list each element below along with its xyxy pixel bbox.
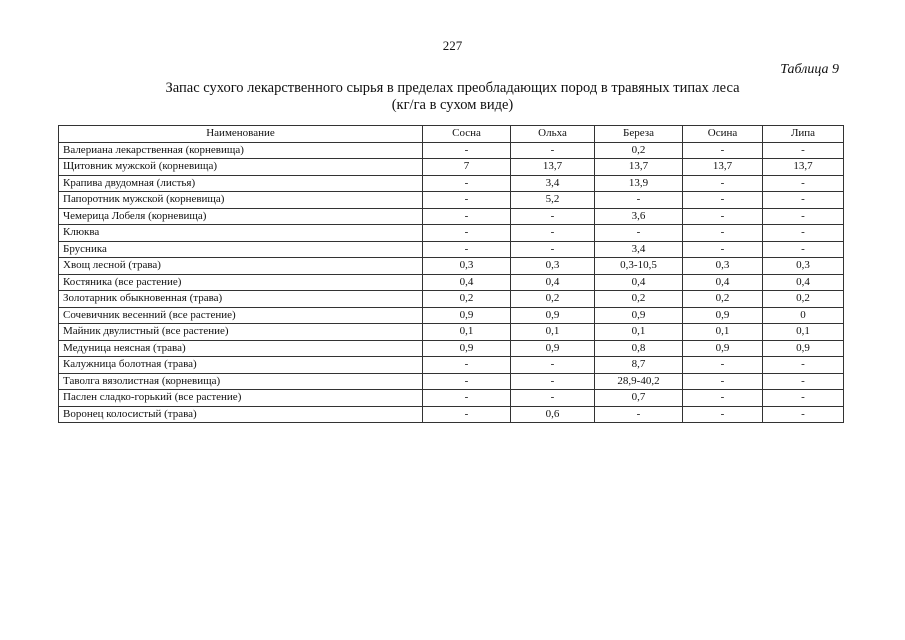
value-olkha-cell: -	[511, 357, 595, 374]
value-sosna-cell: 7	[423, 159, 511, 176]
plant-name-cell: Клюква	[59, 225, 423, 242]
title-line-1: Запас сухого лекарственного сырья в пределах преобладающих пород в травяных типах леса	[165, 80, 740, 96]
value-osina-cell: 0,3	[683, 258, 763, 275]
value-lipa-cell: -	[763, 241, 844, 258]
table-row	[59, 406, 844, 423]
value-sosna-cell: -	[423, 175, 511, 192]
value-osina-cell: -	[683, 406, 763, 423]
value-sosna-cell: -	[423, 225, 511, 242]
table-row	[59, 175, 844, 192]
header-osina: Осина	[683, 126, 763, 143]
value-osina-cell: 0,9	[683, 340, 763, 357]
value-sosna-cell: -	[423, 357, 511, 374]
value-lipa-cell: -	[763, 175, 844, 192]
header-lipa: Липа	[763, 126, 844, 143]
value-lipa-cell: 0,3	[763, 258, 844, 275]
value-sosna-cell: -	[423, 406, 511, 423]
value-lipa-cell: 0,1	[763, 324, 844, 341]
value-bereza-cell: 0,4	[595, 274, 683, 291]
value-lipa-cell: 0,9	[763, 340, 844, 357]
table-body	[59, 142, 844, 423]
value-olkha-cell: 0,6	[511, 406, 595, 423]
table-row	[59, 241, 844, 258]
value-bereza-cell: 0,1	[595, 324, 683, 341]
title-line-2: (кг/га в сухом виде)	[391, 97, 514, 113]
header-olkha: Ольха	[511, 126, 595, 143]
plant-name-cell: Хвощ лесной (трава)	[59, 258, 423, 275]
table-row	[59, 390, 844, 407]
header-name: Наименование	[59, 126, 423, 143]
table-row	[59, 324, 844, 341]
table-row	[59, 192, 844, 209]
value-sosna-cell: 0,9	[423, 340, 511, 357]
table-row	[59, 258, 844, 275]
plant-name-cell: Золотарник обыкновенная (трава)	[59, 291, 423, 308]
value-olkha-cell: 3,4	[511, 175, 595, 192]
value-osina-cell: 0,2	[683, 291, 763, 308]
value-osina-cell: -	[683, 357, 763, 374]
value-olkha-cell: -	[511, 241, 595, 258]
value-bereza-cell: -	[595, 406, 683, 423]
table-row	[59, 291, 844, 308]
table-row	[59, 307, 844, 324]
value-lipa-cell: 0,2	[763, 291, 844, 308]
value-bereza-cell: 3,6	[595, 208, 683, 225]
value-lipa-cell: -	[763, 390, 844, 407]
value-olkha-cell: 0,1	[511, 324, 595, 341]
value-lipa-cell: -	[763, 208, 844, 225]
value-bereza-cell: 0,3-10,5	[595, 258, 683, 275]
value-lipa-cell: 13,7	[763, 159, 844, 176]
value-sosna-cell: 0,4	[423, 274, 511, 291]
value-olkha-cell: 0,4	[511, 274, 595, 291]
header-bereza: Береза	[595, 126, 683, 143]
value-bereza-cell: 0,2	[595, 291, 683, 308]
value-olkha-cell: 0,2	[511, 291, 595, 308]
table-row	[59, 159, 844, 176]
value-bereza-cell: 13,7	[595, 159, 683, 176]
value-bereza-cell: 28,9-40,2	[595, 373, 683, 390]
table-row	[59, 373, 844, 390]
value-olkha-cell: 0,9	[511, 307, 595, 324]
plant-name-cell: Щитовник мужской (корневища)	[59, 159, 423, 176]
value-olkha-cell: 5,2	[511, 192, 595, 209]
value-osina-cell: 0,9	[683, 307, 763, 324]
value-olkha-cell: 0,3	[511, 258, 595, 275]
value-olkha-cell: -	[511, 208, 595, 225]
value-osina-cell: -	[683, 390, 763, 407]
value-bereza-cell: 3,4	[595, 241, 683, 258]
value-sosna-cell: -	[423, 390, 511, 407]
value-lipa-cell: -	[763, 225, 844, 242]
value-olkha-cell: -	[511, 142, 595, 159]
table-row	[59, 274, 844, 291]
value-olkha-cell: -	[511, 373, 595, 390]
plant-name-cell: Майник двулистный (все растение)	[59, 324, 423, 341]
value-bereza-cell: 13,9	[595, 175, 683, 192]
table-header-row	[59, 126, 844, 143]
value-lipa-cell: -	[763, 192, 844, 209]
value-bereza-cell: 0,8	[595, 340, 683, 357]
plant-name-cell: Чемерица Лобеля (корневища)	[59, 208, 423, 225]
value-lipa-cell: -	[763, 406, 844, 423]
plant-name-cell: Костяника (все растение)	[59, 274, 423, 291]
value-bereza-cell: 0,2	[595, 142, 683, 159]
plant-name-cell: Воронец колосистый (трава)	[59, 406, 423, 423]
value-sosna-cell: -	[423, 373, 511, 390]
table-row	[59, 340, 844, 357]
value-lipa-cell: -	[763, 373, 844, 390]
value-sosna-cell: 0,3	[423, 258, 511, 275]
data-table	[58, 125, 844, 423]
value-osina-cell: -	[683, 373, 763, 390]
value-sosna-cell: -	[423, 142, 511, 159]
value-lipa-cell: 0	[763, 307, 844, 324]
plant-name-cell: Паслен сладко-горький (все растение)	[59, 390, 423, 407]
value-sosna-cell: 0,1	[423, 324, 511, 341]
value-bereza-cell: -	[595, 192, 683, 209]
value-osina-cell: 0,4	[683, 274, 763, 291]
table-row	[59, 225, 844, 242]
header-sosna: Сосна	[423, 126, 511, 143]
plant-name-cell: Папоротник мужской (корневища)	[59, 192, 423, 209]
value-bereza-cell: -	[595, 225, 683, 242]
table-row	[59, 208, 844, 225]
value-sosna-cell: -	[423, 241, 511, 258]
value-sosna-cell: -	[423, 192, 511, 209]
value-bereza-cell: 0,9	[595, 307, 683, 324]
plant-name-cell: Крапива двудомная (листья)	[59, 175, 423, 192]
value-lipa-cell: -	[763, 142, 844, 159]
value-sosna-cell: -	[423, 208, 511, 225]
value-bereza-cell: 0,7	[595, 390, 683, 407]
value-sosna-cell: 0,9	[423, 307, 511, 324]
plant-name-cell: Сочевичник весенний (все растение)	[59, 307, 423, 324]
value-olkha-cell: -	[511, 225, 595, 242]
plant-name-cell: Таволга вязолистная (корневища)	[59, 373, 423, 390]
table-label: Таблица 9	[780, 62, 839, 77]
page-number: 227	[442, 38, 463, 53]
value-osina-cell: -	[683, 192, 763, 209]
plant-name-cell: Брусника	[59, 241, 423, 258]
table-title	[0, 80, 905, 114]
value-sosna-cell: 0,2	[423, 291, 511, 308]
table-row	[59, 142, 844, 159]
value-osina-cell: -	[683, 225, 763, 242]
value-bereza-cell: 8,7	[595, 357, 683, 374]
value-olkha-cell: -	[511, 390, 595, 407]
value-lipa-cell: 0,4	[763, 274, 844, 291]
plant-name-cell: Калужница болотная (трава)	[59, 357, 423, 374]
value-osina-cell: -	[683, 241, 763, 258]
value-olkha-cell: 0,9	[511, 340, 595, 357]
value-lipa-cell: -	[763, 357, 844, 374]
value-osina-cell: 13,7	[683, 159, 763, 176]
value-osina-cell: -	[683, 142, 763, 159]
value-osina-cell: -	[683, 208, 763, 225]
plant-name-cell: Валериана лекарственная (корневища)	[59, 142, 423, 159]
value-osina-cell: 0,1	[683, 324, 763, 341]
plant-name-cell: Медуница неясная (трава)	[59, 340, 423, 357]
table-row	[59, 357, 844, 374]
value-osina-cell: -	[683, 175, 763, 192]
value-olkha-cell: 13,7	[511, 159, 595, 176]
